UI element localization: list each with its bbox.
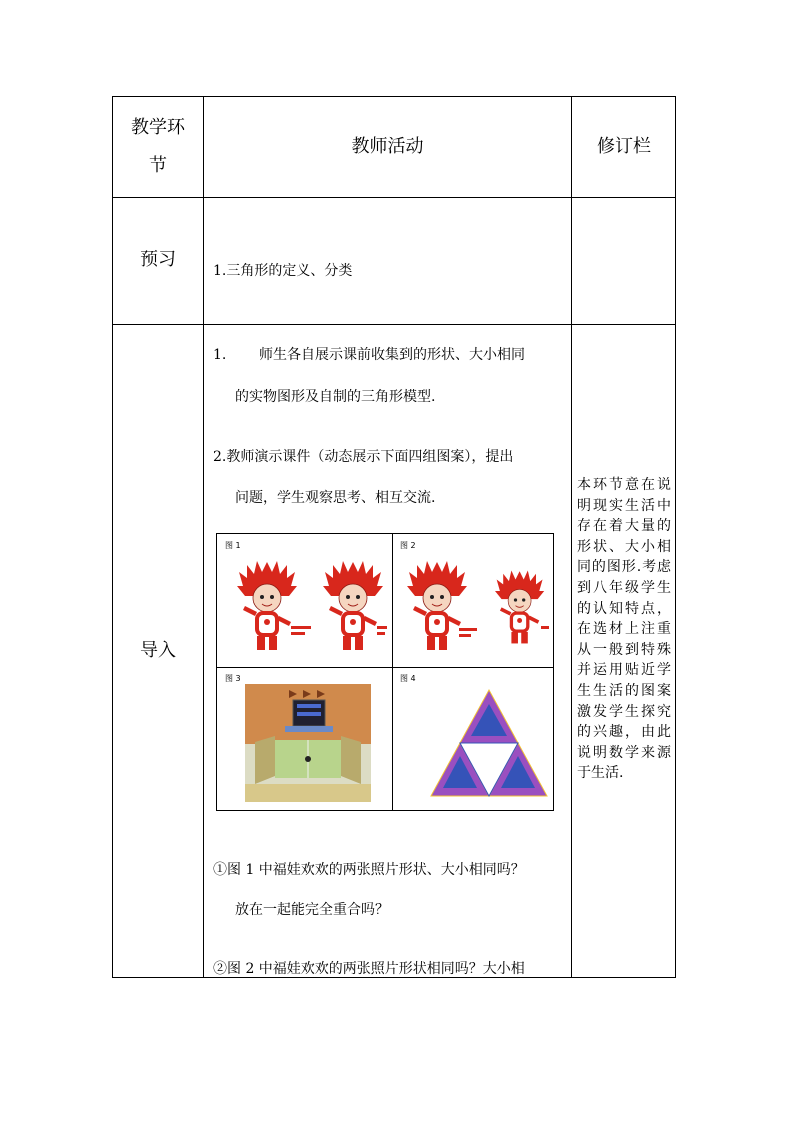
preview-item: 1.三角形的定义、分类 [213,263,353,279]
item1-line1: 师生各自展示课前收集到的形状、大小相同 [259,347,525,363]
stage-preview [113,240,203,280]
sierpinski-triangle-icon [427,686,551,804]
header-activity-text: 教师活动 [351,136,424,157]
revision-note: 本环节意在说明现实生活中存在着大量的形状、大小相同的图形.考虑到八年级学生的认知特点，在选材上注重从一般到特殊并运用贴近学生生活的图案激发学生探究的兴趣，由此说明数学来源于生活. [577,477,671,782]
column-divider [571,97,572,977]
figure-1-label: 图 1 [225,541,241,550]
lesson-table [112,96,676,978]
question1-line1: ①图 1 中福娃欢欢的两张照片形状、大小相同吗？ [213,862,525,878]
header-stage-text: 教学环节 [131,117,185,176]
column-divider [203,97,204,977]
item2-line1: 2.教师演示课件（动态展示下面四组图案），提出 [213,449,514,465]
figure-2-label: 图 2 [400,541,416,550]
stadium-photo-icon [245,684,371,802]
figure-grid [216,533,554,811]
row-divider [113,197,675,198]
item2-line2: 问题，学生观察思考、相互交流. [235,490,436,506]
header-revision [572,97,676,197]
fuwa-huanhuan-mascot-icon [229,554,389,664]
figure-divider [392,534,393,810]
question2-line1: ②图 2 中福娃欢欢的两张照片形状相同吗？大小相 [213,961,525,977]
fuwa-huanhuan-scaled-icon [403,554,553,664]
header-revision-text: 修订栏 [597,136,651,157]
header-activity [204,97,571,197]
header-stage [123,97,193,197]
figure-4-label: 图 4 [400,674,416,683]
stage-intro-text: 导入 [140,640,176,661]
stage-intro [113,631,203,671]
question1-line2: 放在一起能完全重合吗？ [235,902,389,918]
item1-line2: 的实物图形及自制的三角形模型. [235,389,436,405]
item1-number: 1. [213,347,227,363]
figure-3-label: 图 3 [225,674,241,683]
row-divider [113,324,675,325]
figure-divider [217,667,553,668]
stage-preview-text: 预习 [140,249,176,270]
